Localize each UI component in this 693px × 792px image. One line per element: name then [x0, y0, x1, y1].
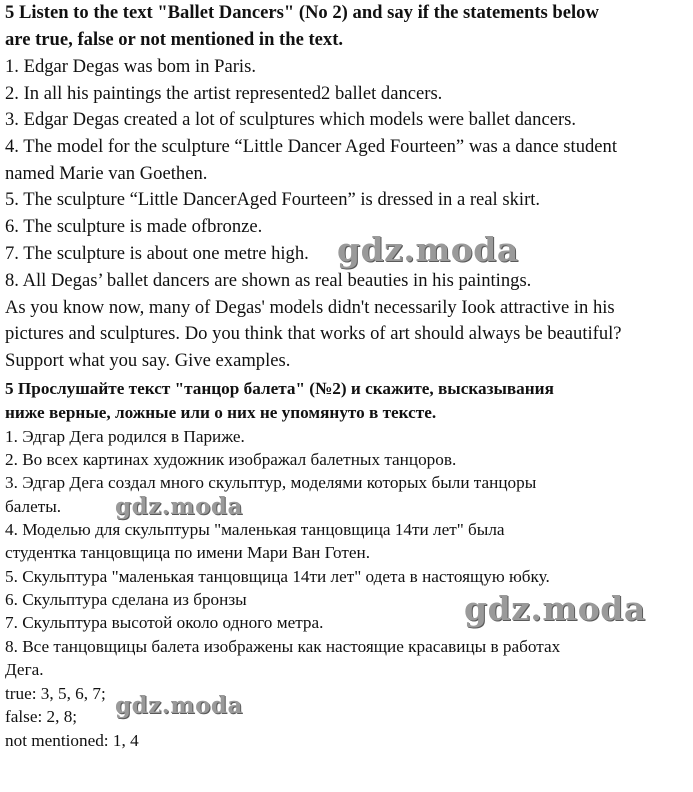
english-statement: named Marie van Goethen.	[5, 163, 208, 184]
russian-statement: Дега.	[5, 660, 44, 679]
discussion-text: pictures and sculptures. Do you think that works of art should always be beautiful?	[5, 323, 622, 344]
english-statement: 7. The sculpture is about one metre high.	[5, 243, 309, 264]
english-statement: 6. The sculpture is made ofbronze.	[5, 216, 263, 237]
watermark-logo: gdz.moda	[337, 230, 519, 269]
watermark-logo: gdz.moda	[464, 589, 646, 628]
discussion-text: As you know now, many of Degas' models didn't necessarily Iook attractive in his	[5, 297, 615, 318]
english-statement: 3. Edgar Degas created a lot of sculptures which models were ballet dancers.	[5, 109, 577, 130]
english-heading-line-1: 5 Listen to the text "Ballet Dancers" (No 2) and say if the statements below	[5, 2, 599, 23]
watermark-logo: gdz.moda	[115, 493, 243, 520]
russian-statement: студентка танцовщица по имени Мари Ван Готен.	[5, 543, 371, 562]
russian-statement: балеты.	[5, 497, 62, 516]
english-statement: 8. All Degas’ ballet dancers are shown as real beauties in his paintings.	[5, 270, 532, 291]
russian-statement: 8. Все танцовщицы балета изображены как настоящие красавицы в работах	[5, 637, 561, 656]
discussion-text: Support what you say. Give examples.	[5, 350, 291, 371]
english-statement: 4. The model for the sculpture “Little Dancer Aged Fourteen” was a dance student	[5, 136, 618, 157]
english-heading-line-2: are true, false or not mentioned in the text.	[5, 29, 344, 50]
russian-statement: 3. Эдгар Дега создал много скульптур, моделями которых были танцоры	[5, 473, 537, 492]
watermark-logo: gdz.moda	[115, 692, 243, 719]
russian-heading-line-1: 5 Прослушайте текст "танцор балета" (№2) и скажите, высказывания	[5, 379, 554, 398]
russian-statement: 5. Скульптура "маленькая танцовщица 14ти лет" одета в настоящую юбку.	[5, 567, 550, 586]
answer-false: false: 2, 8;	[5, 707, 78, 726]
russian-heading-line-2: ниже верные, ложные или о них не упомянуто в тексте.	[5, 403, 437, 422]
answer-true: true: 3, 5, 6, 7;	[5, 684, 106, 703]
russian-statement: 2. Во всех картинах художник изображал балетных танцоров.	[5, 450, 457, 469]
answer-not-mentioned: not mentioned: 1, 4	[5, 731, 139, 750]
russian-statement: 4. Моделью для скульптуры "маленькая танцовщица 14ти лет" была	[5, 520, 505, 539]
english-statement: 1. Edgar Degas was bom in Paris.	[5, 56, 256, 77]
russian-statement: 7. Скульптура высотой около одного метра.	[5, 613, 324, 632]
russian-statement: 1. Эдгар Дега родился в Париже.	[5, 427, 245, 446]
russian-statement: 6. Скульптура сделана из бронзы	[5, 590, 247, 609]
english-statement: 5. The sculpture “Little DancerAged Fourteen” is dressed in a real skirt.	[5, 189, 541, 210]
english-statement: 2. In all his paintings the artist represented2 ballet dancers.	[5, 83, 443, 104]
